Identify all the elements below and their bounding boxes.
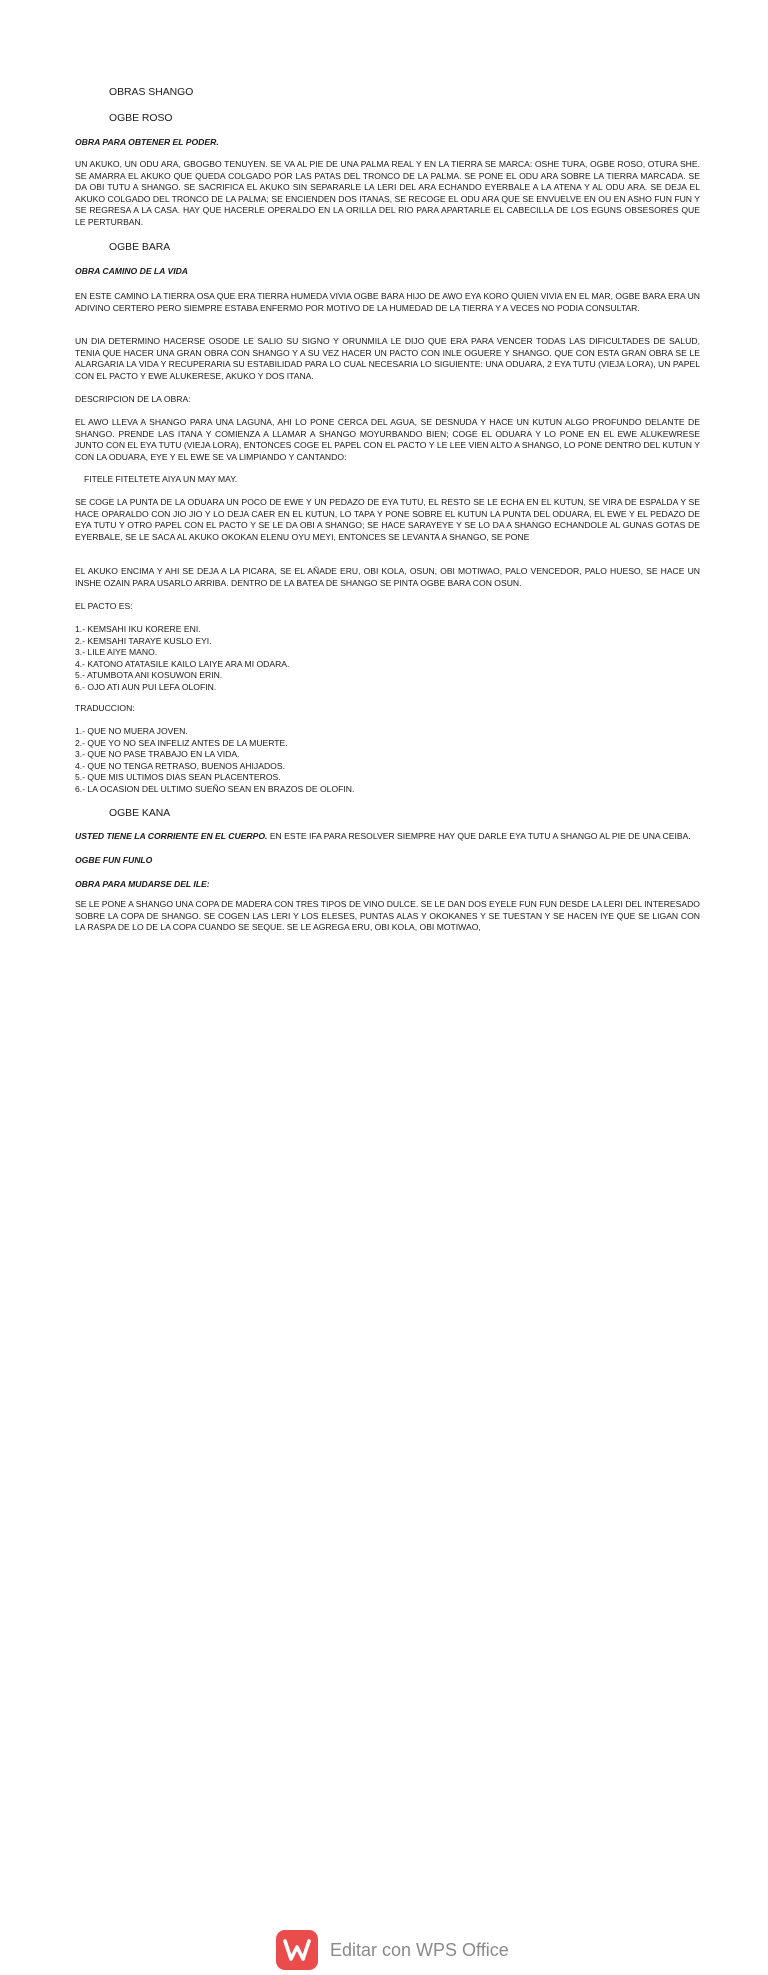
label-descripcion: DESCRIPCION DE LA OBRA: <box>75 394 191 404</box>
list-item: 2.- KEMSAHI TARAYE KUSLO EYI. <box>75 635 212 646</box>
pacto-list <box>75 624 700 694</box>
heading-ogbe-bara: OGBE BARA <box>109 242 171 253</box>
list-item: 5.- ATUMBOTA ANI KOSUWON ERIN. <box>75 670 223 681</box>
list-item: 4.- KATONO ATATASILE KAILO LAIYE ARA MI ODARA. <box>75 658 290 669</box>
paragraph-un-dia: UN DIA DETERMINO HACERSE OSODE LE SALIO SU SIGNO Y ORUNMILA LE DIJO QUE ERA PARA VENCER TODAS LAS DIFICULTADES DE SALUD, TENIA QUE HACER UNA GRAN OBRA CON SHANGO Y A SU VEZ HACER UN PACTO CON INLE OGUERE Y SHANGO. QUE CON ESTA GRAN OBRA SE LE ALARGARIA LA VIDA Y RECUPERARIA SU ESTABILIDAD PARA LO CUAL NECESARIA LO SIGUIENTE: UNA ODUARA, 2 EYA TUTU (VIEJA LORA), UN PAPEL CON EL PACTO Y EWE ALUKERESE, AKUKO Y DOS ITANA. <box>75 336 700 381</box>
list-item: 1.- QUE NO MUERA JOVEN. <box>75 726 188 736</box>
list-item: 5.- QUE MIS ULTIMOS DIAS SEAN PLACENTEROS. <box>75 772 281 783</box>
list-item: 4.- QUE NO TENGA RETRASO, BUENOS AHIJADOS. <box>75 760 285 771</box>
heading-ogbe-roso: OGBE ROSO <box>109 113 173 124</box>
paragraph-ogbe-kana <box>75 831 700 843</box>
edit-with-wps-link[interactable]: Editar con WPS Office <box>330 1940 509 1960</box>
list-item: 1.- KEMSAHI IKU KORERE ENI. <box>75 624 201 634</box>
paragraph-mudarse: SE LE PONE A SHANGO UNA COPA DE MADERA CON TRES TIPOS DE VINO DULCE. SE LE DAN DOS EYELE FUN FUN DESDE LA LERI DEL INTERESADO SOBRE LA COPA DE SHANGO. SE COGEN LAS LERI Y LOS ELESES, PUNTAS ALAS Y OKOKANES Y SE TUESTAN Y SE HACEN IYE QUE SE LIGAN CON LA RASPA DE LO DE LA COPA CUANDO SE SEQUE. SE LE AGREGA ERU, OBI KOLA, OBI MOTIWAO, <box>75 899 700 933</box>
paragraph-descripcion: EL AWO LLEVA A SHANGO PARA UNA LAGUNA, AHI LO PONE CERCA DEL AGUA, SE DESNUDA Y HACE UN KUTUN ALGO PROFUNDO DELANTE DE SHANGO. PRENDE LAS ITANA Y COMIENZA A LLAMAR A SHANGO MOYURBANDO BIEN; COGE EL ODUARA Y LO PONE EN EL EWE ALUKEWRESE JUNTO CON EL EYA TUTU (VIEJA LORA), ENTONCES COGE EL PAPEL CON EL PACTO Y LE LEE VIEN ALTO A SHANGO, LO PONE DENTRO DEL KUTUN Y CON LA ODUARA, EYE Y EL EWE SE VA LIMPIANDO Y CANTANDO: <box>75 417 700 462</box>
list-item: 2.- QUE YO NO SEA INFELIZ ANTES DE LA MUERTE. <box>75 737 288 748</box>
label-traduccion: TRADUCCION: <box>75 703 135 713</box>
paragraph-akuko-encima: EL AKUKO ENCIMA Y AHI SE DEJA A LA PICARA, SE EL AÑADE ERU, OBI KOLA, OSUN, OBI MOTIWAO, PALO VENCEDOR, PALO HUESO, SE HACE UN INSHE OZAIN PARA USARLO ARRIBA. DENTRO DE LA BATEA DE SHANGO SE PINTA OGBE BARA CON OSUN. <box>75 566 700 588</box>
label-pacto: EL PACTO ES: <box>75 601 133 611</box>
paragraph-se-coge: SE COGE LA PUNTA DE LA ODUARA UN POCO DE EWE Y UN PEDAZO DE EYA TUTU, EL RESTO SE LE ECHA EN EL KUTUN, SE VIRA DE ESPALDA Y SE HACE OPARALDO CON JIO JIO Y LO DEJA CAER EN EL KUTUN, LO TAPA Y PONE SOBRE EL KUTUN LA PUNTA DEL ODUARA, EL EWE Y EL PEDAZO DE EYA TUTU Y OTRO PAPEL CON EL PACTO Y SE LE DA OBI A SHANGO; SE HACE SARAYEYE Y SE LO DA A SHANGO ECHANDOLE AL GUNAS GOTAS DE EYERBALE, SE LE SACA AL AKUKO OKOKAN ELENU OYU MEYI, ENTONCES SE LEVANTA A SHANGO, SE PONE <box>75 497 700 542</box>
list-item: 3.- QUE NO PASE TRABAJO EN LA VIDA. <box>75 749 240 760</box>
traduccion-list <box>75 726 700 796</box>
wps-office-logo-icon[interactable] <box>276 1930 318 1970</box>
list-item: 6.- OJO ATI AUN PUI LEFA OLOFIN. <box>75 681 217 692</box>
list-item: 3.- LILE AIYE MANO. <box>75 647 158 658</box>
subheading-obra-mudarse: OBRA PARA MUDARSE DEL ILE: <box>75 879 210 889</box>
wps-footer-banner[interactable] <box>0 960 768 1960</box>
paragraph-camino-vida: EN ESTE CAMINO LA TIERRA OSA QUE ERA TIERRA HUMEDA VIVIA OGBE BARA HIJO DE AWO EYA KORO QUIEN VIVIA EN EL MAR, OGBE BARA ERA UN ADIVINO CERTERO PERO SIEMPRE ESTABA ENFERMO POR MOTIVO DE LA HUMEDAD DE LA TIERRA Y A VECES NO PODIA CONSULTAR. <box>75 291 700 313</box>
chant-line: FITELE FITELTETE AIYA UN MAY MAY. <box>84 474 238 484</box>
subheading-obra-camino: OBRA CAMINO DE LA VIDA <box>75 266 188 276</box>
paragraph-ogbe-kana-rest: EN ESTE IFA PARA RESOLVER SIEMPRE HAY QUE DARLE EYA TUTU A SHANGO AL PIE DE UNA CEIBA. <box>267 831 691 841</box>
list-item: 6.- LA OCASION DEL ULTIMO SUEÑO SEAN EN BRAZOS DE OLOFIN. <box>75 783 355 794</box>
subheading-obra-poder: OBRA PARA OBTENER EL PODER. <box>75 137 219 147</box>
emphasis-corriente: USTED TIENE LA CORRIENTE EN EL CUERPO. <box>75 831 268 841</box>
wps-w-glyph <box>276 1930 318 1970</box>
paragraph-ogbe-roso: UN AKUKO, UN ODU ARA, GBOGBO TENUYEN. SE VA AL PIE DE UNA PALMA REAL Y EN LA TIERRA SE MARCA: OSHE TURA, OGBE ROSO, OTURA SHE. SE AMARRA EL AKUKO QUE QUEDA COLGADO POR LAS PATAS DEL TRONCO DE LA PALMA. SE PONE EL ODU ARA SOBRE LA TIERRA MARCADA. SE DA OBI TUTU A SHANGO. SE SACRIFICA EL AKUKO SIN SEPARARLE LA LERI DEL ARA ECHANDO EYERBALE A LA ATENA Y AL ODU ARA. SE DEJA EL AKUKO COLGADO DEL TRONCO DE LA PALMA; SE ENCIENDEN DOS ITANAS, SE RECOGE EL ODU ARA QUE SE ENVUELVE EN OU EN ASHO FUN FUN Y SE REGRESA A LA CASA. HAY QUE HACERLE OPERALDO EN LA ORILLA DEL RIO PARA APARTARLE EL CABECILLA DE LOS EGUNS OBSESORES QUE LE PERTURBAN. <box>75 159 700 227</box>
heading-ogbe-kana: OGBE KANA <box>109 808 171 819</box>
heading-ogbe-fun-funlo: OGBE FUN FUNLO <box>75 855 153 865</box>
title-obras-shango: OBRAS SHANGO <box>109 87 194 98</box>
